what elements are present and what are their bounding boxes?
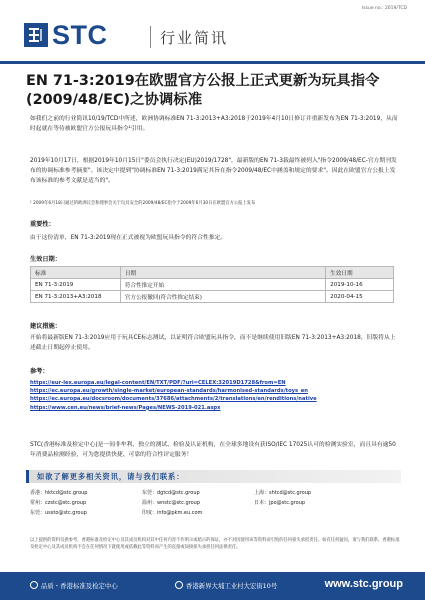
- table-cell: 官方公报撤回(符合性推定结束): [120, 291, 325, 303]
- header-divider: [150, 26, 151, 48]
- contact-bar-title: 如欲了解更多相关资讯，请与我们联系：: [37, 472, 185, 481]
- reference-link[interactable]: https://eur-lex.europa.eu/legal-content/EN/TXT/PDF/?uri=CELEX:32019D1728&from=EN: [30, 380, 286, 386]
- contact-column: [30, 488, 87, 518]
- contact-email[interactable]: 日本：jpo@stc.group: [254, 500, 306, 506]
- issue-number: Issue no.: 2019/TCD: [361, 6, 407, 11]
- table-row: [31, 291, 394, 303]
- disclaimer: 以上提供的资料仅供参考，香港标准及检定中心及其成员机构对其中任何内容不作明示或暗示的保证，亦不对因使用该等资料而引致的任何损失承担责任。如有任何疑问，请与我们联系。香港标准及检定中心及其成员机构不会在任何情况下就使用或依赖此等资料而产生的直接或间接损失承担任何法律责任。: [30, 538, 400, 550]
- footer-org: [30, 581, 118, 590]
- contact-list: [30, 488, 400, 518]
- about-paragraph: STC(香港标准及检定中心)是一间非牟利、独立的测试、检验及认证机构，在全球多地设有获ISO/IEC 17025认可的检测实验室，而且具有逾50年消费品检测经验，可为您提供快捷、可靠的符合性评定服务！: [30, 442, 396, 458]
- contact-email[interactable]: 温州：wnstc@stc.group: [142, 500, 200, 506]
- references-heading: 参考：: [30, 368, 49, 375]
- page-footer: [0, 572, 425, 600]
- footer-org-text: 品质・香港标准及检定中心: [41, 582, 118, 590]
- header-rule: [0, 61, 425, 64]
- effective-date-table: [30, 266, 394, 303]
- footnote: ¹ 2009年6月18日通过的欧洲议会和理事会关于玩具安全的2009/48/EC指令于2009年6月30日在欧盟官方公报上发布: [30, 201, 256, 206]
- reference-links: [30, 379, 400, 412]
- intro-paragraph: 如我们之前的行业简讯10/19/TCD中所述，欧洲协调标准EN 71-3:2013+A3:2018于2019年4月10日修订并重新发布为EN 71-3:2019，从而时起就在等待被欧盟官方公报玩具指令¹引用。: [30, 116, 398, 132]
- stc-emblem-icon: [30, 581, 38, 589]
- decision-paragraph: 2019年10月17日，根据2019年10月15日"委员会执行决定(EU)2019/1728"，最新版的EN 71-3载最终被列入"指令2009/48/EC-官方期刊发布的协调标准参考摘要"。该决定中提到"协调标准EN 71-3:2019满足其旨在指令2009/48/EC中涵盖和规定的要求"。因此在欧盟官方公报上发布该标准的参考文献是适当的"。: [30, 158, 397, 184]
- table-header-cell: 标准: [31, 267, 121, 279]
- contact-email[interactable]: 印度：info@pkm.eu.com: [142, 510, 203, 516]
- contact-email[interactable]: 常州：czstc@stc.group: [30, 500, 87, 506]
- table-cell: 符合性推定开始: [120, 279, 325, 291]
- suggestion-heading: 建议措施：: [30, 323, 61, 330]
- table-cell: EN 71-3:2019: [31, 279, 121, 291]
- effective-date-heading: 生效日期：: [30, 256, 61, 263]
- table-row: [31, 279, 394, 291]
- table-cell: EN 71-3:2013+A3:2018: [31, 291, 121, 303]
- table-header-cell: 日期: [120, 267, 325, 279]
- reference-link[interactable]: https://ec.europa.eu/docsroom/documents/37686/attachments/2/translations/en/renditions/native: [30, 396, 317, 403]
- location-pin-icon: [175, 581, 183, 589]
- table-header-cell: 生效日期: [326, 267, 394, 279]
- reference-link[interactable]: https://ec.europa.eu/growth/single-market/european-standards/harmonised-standards/toys_en: [30, 388, 308, 395]
- contact-bar: [26, 470, 401, 483]
- contact-email[interactable]: 香港：hktcd@stc.group: [30, 490, 88, 496]
- suggestion-body: 开始将最新版EN 71-3:2019应用于玩具CE标志测试，以证明符合欧盟玩具指令，而不是继续使用旧版EN 71-3:2013+A3:2018，旧版将从上述截止日期起停止使用。: [30, 335, 396, 351]
- logo-wordmark: STC: [52, 20, 108, 50]
- table-header-row: [31, 267, 394, 279]
- contact-email[interactable]: 东莞：dgtcd@stc.group: [142, 490, 200, 496]
- contact-email[interactable]: 上海：shtcd@stc.group: [254, 490, 312, 496]
- page-title: EN 71-3:2019在欧盟官方公报上正式更新为玩具指令(2009/48/EC)之协调标准: [26, 73, 380, 108]
- contact-email[interactable]: 东莞：ussto@stc.group: [30, 510, 87, 516]
- contact-column: [254, 488, 311, 508]
- stc-logo-icon: [24, 23, 48, 47]
- footer-website[interactable]: www.stc.group: [324, 578, 403, 590]
- page-header: [0, 14, 425, 64]
- table-cell: 2019-10-16: [326, 279, 394, 291]
- contact-column: [142, 488, 202, 518]
- section-title: 行业简讯: [160, 29, 229, 47]
- reference-link[interactable]: https://www.cen.eu/news/brief-news/Pages/NEWS-2019-021.aspx: [30, 404, 221, 411]
- footer-address-text: 香港新界大埔工业村大宏街10号: [186, 582, 278, 590]
- importance-body: 由于这份清单，EN 71-3:2019现在正式被视为欧盟玩具指令的符合性推定。: [30, 235, 227, 241]
- footer-address: [175, 581, 277, 590]
- importance-heading: 重要性：: [30, 221, 55, 228]
- table-cell: 2020-04-15: [326, 291, 394, 303]
